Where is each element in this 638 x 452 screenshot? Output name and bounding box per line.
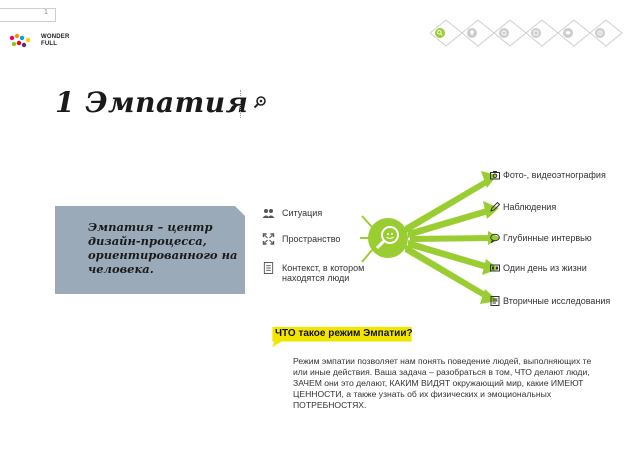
- logo-line-2: FULL: [41, 41, 58, 47]
- pencil-icon: [490, 202, 500, 212]
- left-item-context: [282, 263, 397, 283]
- quote-text: Эмпатия – центр дизайн-процесса, ориентированного на человека.: [88, 220, 238, 276]
- left-item-space: [282, 234, 340, 244]
- speech-bubble-icon: [490, 233, 500, 243]
- right-item-label: Наблюдения: [503, 202, 557, 212]
- logo-line-1: WONDER: [41, 34, 70, 40]
- right-item-label: Глубинные интервью: [503, 233, 592, 243]
- doc-lines-icon: [490, 296, 500, 306]
- document-icon: [262, 262, 275, 274]
- right-item-day: [503, 263, 587, 273]
- title-number: 1: [55, 86, 75, 119]
- title-text: Эмпатия: [85, 86, 249, 119]
- right-item-label: Фото-, видеоэтнография: [503, 170, 606, 180]
- spoke-context: [362, 250, 372, 262]
- page-number: 1: [44, 9, 48, 16]
- arrow-interview: [410, 235, 492, 242]
- right-item-observation: [503, 202, 556, 212]
- left-item-label: Ситуация: [282, 208, 323, 218]
- left-item-label: Контекст, в котором находятся люди: [282, 263, 365, 283]
- film-icon: [490, 263, 500, 273]
- people-icon: [262, 207, 275, 219]
- left-item-label: Пространство: [282, 234, 341, 244]
- expand-icon: [262, 233, 275, 245]
- right-item-photo: [503, 170, 606, 180]
- spoke-situation: [362, 216, 372, 227]
- right-item-label: Вторичные исследования: [503, 296, 611, 306]
- right-item-secondary: [503, 296, 610, 306]
- left-item-situation: [282, 208, 322, 218]
- section-body: Режим эмпатии позволяет нам понять поведение людей, выполняющих те или иные действия. Ваша задача – разобраться в том, ЧТО делают люди, ЗАЧЕМ они это делают, КАКИМ ВИДЯТ окружающий мир, какие ИМЕЮТ ЦЕННОСТИ, а также узнать об их физических и эмоциональных ПОТРЕБНОСТЯХ.: [293, 356, 592, 410]
- section-heading: ЧТО такое режим Эмпатии?: [275, 328, 413, 339]
- camera-icon: [490, 170, 500, 180]
- right-item-interview: [503, 233, 592, 243]
- right-item-label: Один день из жизни: [503, 263, 587, 273]
